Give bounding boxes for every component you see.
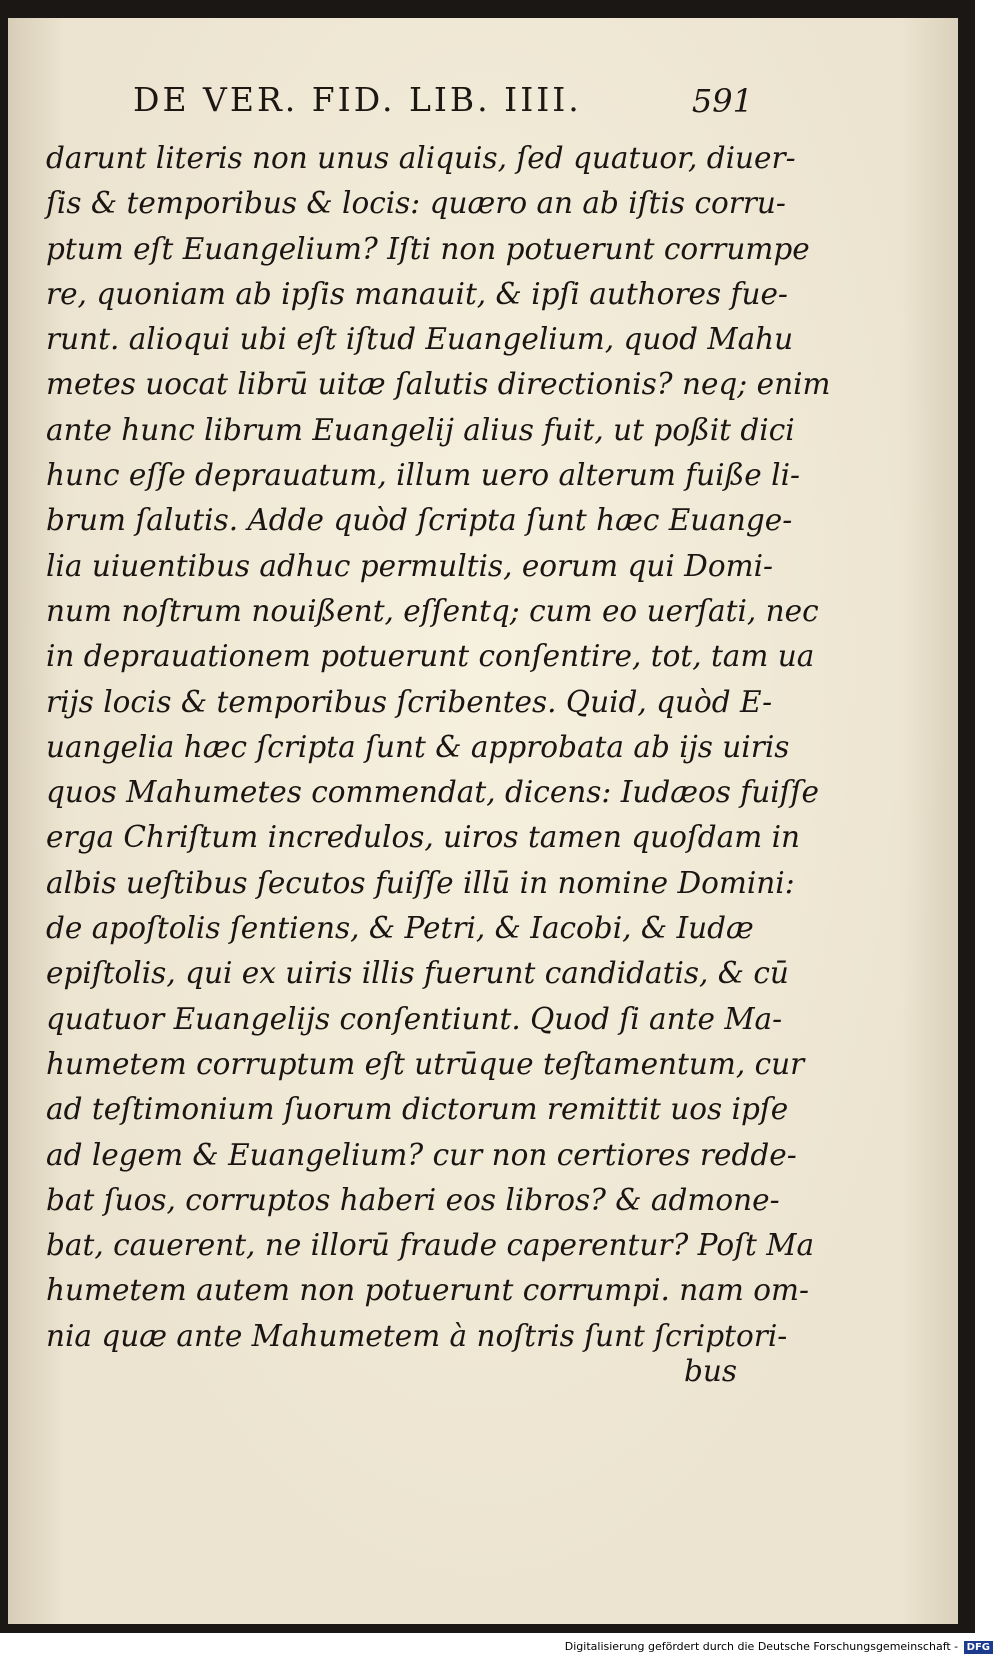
text-line: humetem autem non potuerunt corrumpi. nam om- (46, 1273, 809, 1308)
text-line: ad legem & Euangelium? cur non certiores redde- (46, 1137, 797, 1172)
text-line: darunt literis non unus aliquis, ſed quatuor, diuer- (46, 141, 796, 175)
page-number: 591 (691, 82, 753, 120)
text-line: lia uiuentibus adhuc permultis, eorum qui Domi- (46, 548, 773, 583)
book-page (8, 18, 958, 1624)
text-line: albis ueſtibus ſecutos fuiſſe illū in nomine Domini: (46, 865, 795, 900)
text-line: ante hunc librum Euangelij alius fuit, ut poßit dici (46, 412, 795, 447)
text-line: quatuor Euangelijs conſentiunt. Quod ſi ante Ma- (46, 1001, 783, 1036)
body-text (46, 136, 831, 1359)
text-line: quos Mahumetes commendat, dicens: Iudæos fuiſſe (46, 775, 819, 810)
text-line: nia quæ ante Mahumetem à noſtris ſunt ſcriptori- (46, 1318, 788, 1353)
text-line: bat ſuos, corruptos haberi eos libros? & admone- (46, 1182, 780, 1217)
credit-text: Digitalisierung gefördert durch die Deutsche Forschungsgemeinschaft - (564, 1640, 959, 1653)
text-line: uangelia hæc ſcripta ſunt & approbata ab ijs uiris (46, 729, 790, 764)
text-line: erga Chriſtum incredulos, uiros tamen quoſdam in (46, 820, 801, 855)
text-line: rijs locis & temporibus ſcribentes. Quid, quòd E- (46, 684, 773, 719)
digitization-credit (0, 1640, 993, 1660)
running-head: DE VER. FID. LIB. IIII. (133, 80, 582, 119)
text-line: re, quoniam ab ipſis manauit, & ipſi authores fue- (46, 276, 788, 311)
dfg-logo: DFG (964, 1641, 993, 1654)
text-line: bat, cauerent, ne illorū fraude caperentur? Poſt Ma (46, 1228, 815, 1263)
text-line: metes uocat librū uitæ ſalutis directionis? neq; enim (46, 367, 831, 402)
text-line: num noſtrum nouißent, eſſentq; cum eo uerſati, nec (46, 593, 819, 628)
text-line: de apoſtolis ſentiens, & Petri, & Iacobi, & Iudæ (46, 911, 754, 946)
text-line: ad teſtimonium ſuorum dictorum remittit uos ipſe (46, 1092, 789, 1127)
text-line: ptum eſt Euangelium? Iſti non potuerunt corrumpe (46, 231, 810, 266)
text-line: brum ſalutis. Adde quòd ſcripta ſunt hæc Euange- (46, 503, 793, 538)
text-line: epiſtolis, qui ex uiris illis fuerunt candidatis, & cū (46, 956, 789, 991)
text-line: in deprauationem potuerunt conſentire, tot, tam ua (46, 639, 815, 674)
page-header (133, 80, 753, 130)
text-line: humetem corruptum eſt utrūque teſtamentum, cur (46, 1046, 805, 1081)
text-line: runt. alioqui ubi eſt iſtud Euangelium, quod Mahu (46, 322, 794, 357)
catchword: bus (684, 1354, 738, 1388)
text-line: hunc eſſe deprauatum, illum uero alterum fuiße li- (46, 458, 800, 493)
text-line: ſis & temporibus & locis: quæro an ab iſtis corru- (46, 186, 786, 221)
